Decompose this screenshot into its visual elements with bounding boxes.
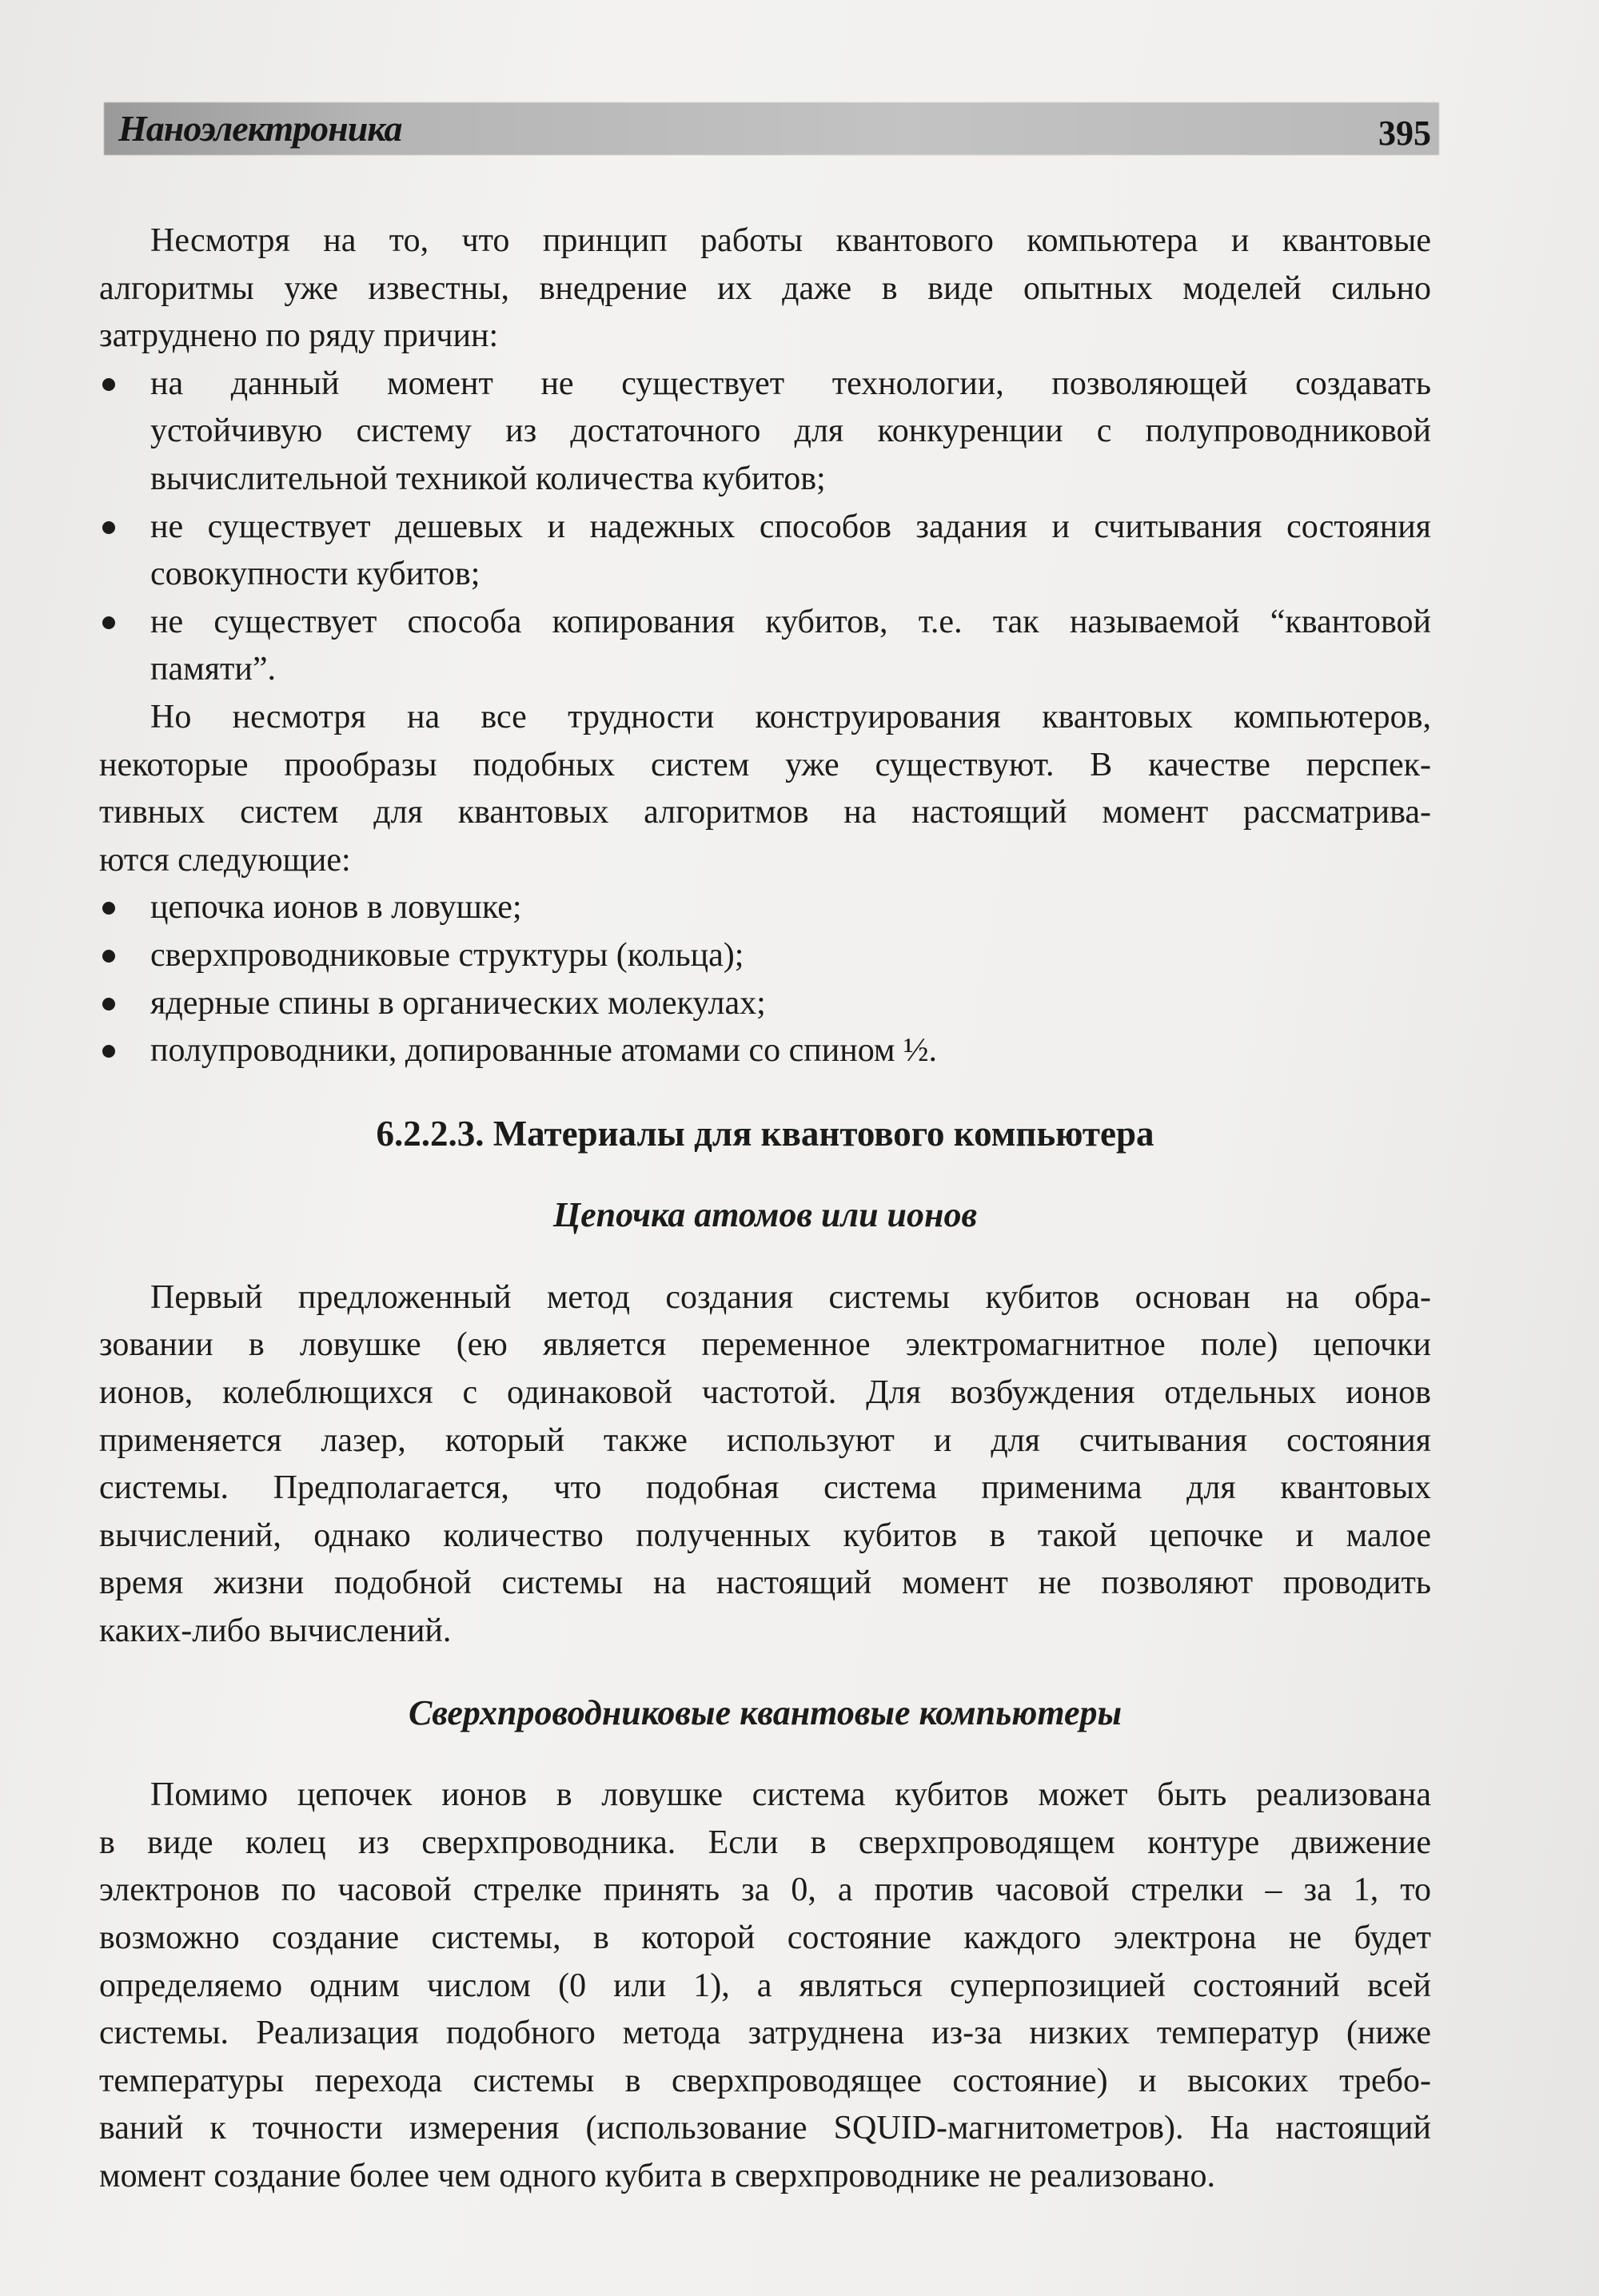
bullet-icon	[102, 378, 115, 391]
text-line: Но несмотря на все трудности конструирования квантовых компьютеров,	[150, 698, 1431, 735]
text-line: время жизни подобной системы на настоящий момент не позволяют проводить	[99, 1565, 1431, 1602]
paragraph	[99, 217, 1431, 361]
text-line: Несмотря на то, что принцип работы квантового компьютера и квантовые	[150, 222, 1431, 259]
text-line: вычислительной техникой количества кубитов;	[150, 460, 826, 497]
text-line: ваний к точности измерения (использование SQUID-магнитометров). На настоящий	[99, 2110, 1431, 2147]
bullet-list-item	[99, 361, 1431, 504]
text-line: применяется лазер, который также используют и для считывания состояния	[99, 1421, 1431, 1459]
text-line: алгоритмы уже известны, внедрение их даже в виде опытных моделей сильно	[99, 269, 1431, 307]
text-line: ются следующие:	[99, 841, 351, 879]
text-line: не существует дешевых и надежных способов задания и считывания состояния	[150, 508, 1431, 545]
text-line: электронов по часовой стрелке принять за 0, а против часовой стрелки – за 1, то	[99, 1871, 1431, 1909]
bullet-icon	[102, 998, 115, 1010]
bullet-icon	[102, 521, 115, 534]
text-line: температуры перехода системы в сверхпроводящее состояние) и высоких требо-	[99, 2062, 1431, 2099]
bullet-list-item	[99, 932, 1431, 980]
bullet-icon	[102, 1045, 115, 1058]
text-line: устойчивую систему из достаточного для конкуренции с полупроводниковой	[150, 413, 1431, 450]
paragraph	[99, 694, 1431, 884]
bullet-icon	[102, 616, 115, 629]
paragraph	[99, 1772, 1431, 2200]
text-line: не существует способа копирования кубитов, т.е. так называемой “квантовой	[150, 603, 1431, 640]
bullet-icon	[102, 950, 115, 963]
text-line: системы. Предполагается, что подобная система применима для квантовых	[99, 1469, 1431, 1507]
text-line: совокупности кубитов;	[150, 556, 480, 593]
text-line: цепочка ионов в ловушке;	[150, 889, 522, 927]
text-line: Помимо цепочек ионов в ловушке система кубитов может быть реализована	[150, 1776, 1431, 1814]
text-line: на данный момент не существует технологии, позволяющей создавать	[150, 365, 1431, 402]
section-heading: 6.2.2.3. Материалы для квантового компьютера	[376, 1113, 1154, 1154]
running-header-title: Наноэлектроника	[118, 108, 402, 149]
text-line: каких-либо вычислений.	[99, 1612, 452, 1650]
text-line: ядерные спины в органических молекулах;	[150, 984, 766, 1022]
bullet-list-item	[99, 599, 1431, 694]
bullet-list-item	[99, 980, 1431, 1028]
paragraph	[99, 1274, 1431, 1656]
text-line: ионов, колеблющихся с одинаковой частотой. Для возбуждения отдельных ионов	[99, 1374, 1431, 1412]
bullet-list-item	[99, 884, 1431, 932]
text-line: в виде колец из сверхпроводника. Если в сверхпроводящем контуре движение	[99, 1824, 1431, 1861]
text-line: сверхпроводниковые структуры (кольца);	[150, 936, 744, 974]
text-line: момент создание более чем одного кубита в сверхпроводнике не реализовано.	[99, 2157, 1216, 2194]
text-line: возможно создание системы, в которой состояние каждого электрона не будет	[99, 1919, 1431, 1956]
bullet-list-item	[99, 504, 1431, 599]
bullet-list-item	[99, 1027, 1431, 1075]
text-line: зовании в ловушке (ею является переменное электромагнитное поле) цепочки	[99, 1326, 1431, 1364]
page-body	[99, 217, 1431, 2201]
text-line: памяти”.	[150, 651, 276, 688]
page-number: 395	[1378, 114, 1431, 153]
text-line: полупроводники, допированные атомами со спином ½.	[150, 1032, 937, 1070]
text-line: Первый предложенный метод создания системы кубитов основан на обра-	[150, 1278, 1431, 1316]
subsection-heading: Сверхпроводниковые квантовые компьютеры	[408, 1692, 1122, 1732]
subsection-heading: Цепочка атомов или ионов	[552, 1195, 978, 1235]
text-line: тивных систем для квантовых алгоритмов на настоящий момент рассматрива-	[99, 794, 1431, 831]
text-line: некоторые прообразы подобных систем уже существуют. В качестве перспек-	[99, 746, 1431, 783]
text-line: вычислений, однако количество полученных кубитов в такой цепочке и малое	[99, 1517, 1431, 1554]
text-line: определяемо одним числом (0 или 1), а являться суперпозицией состояний всей	[99, 1967, 1431, 2004]
bullet-icon	[102, 902, 115, 915]
text-line: системы. Реализация подобного метода затруднена из-за низких температур (ниже	[99, 2015, 1431, 2052]
text-line: затруднено по ряду причин:	[99, 317, 499, 355]
